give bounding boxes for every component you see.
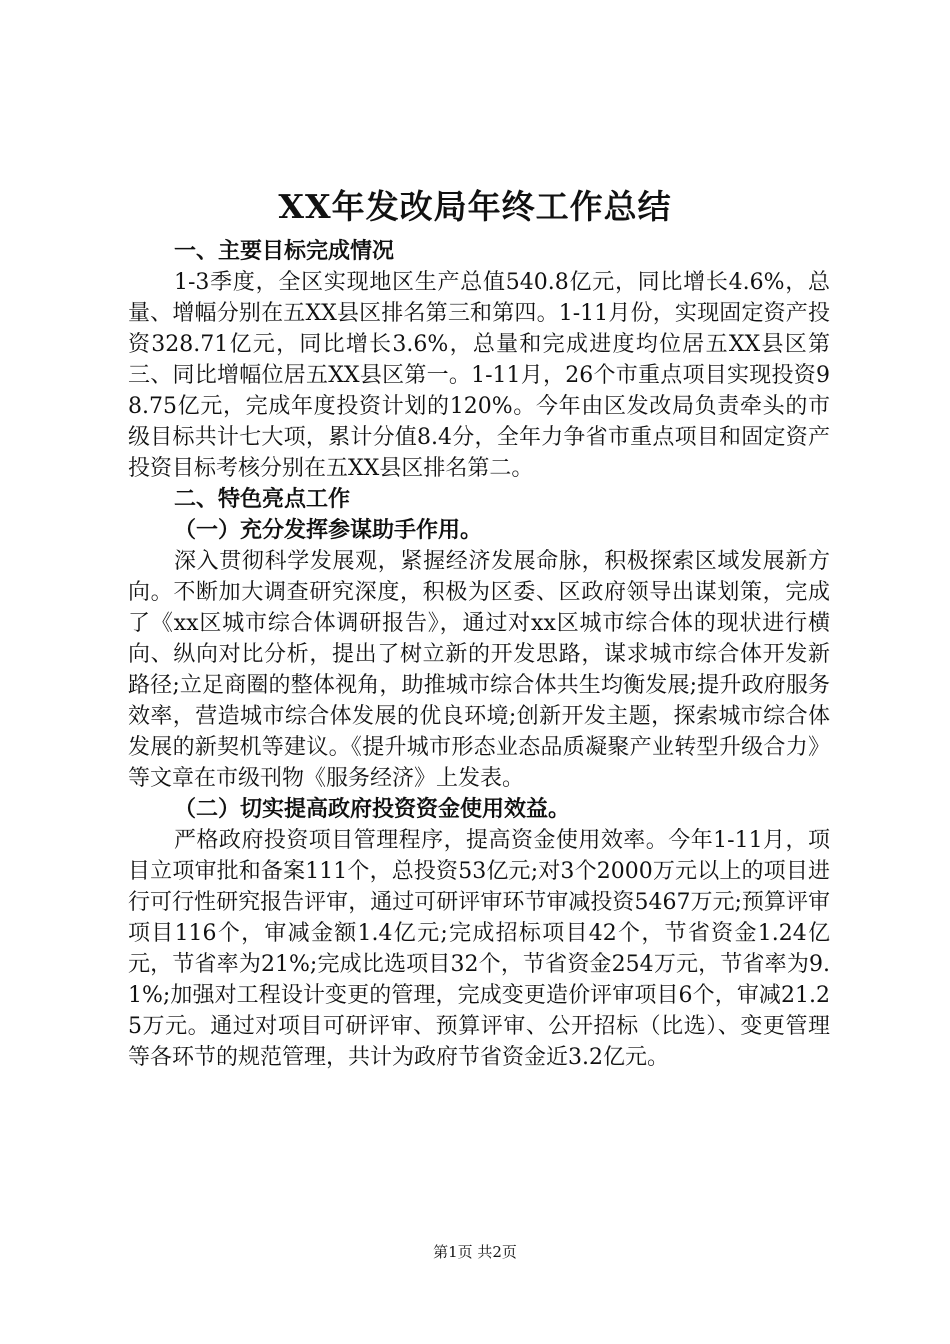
page-footer: 第1页 共2页 — [433, 1243, 517, 1261]
paragraph-main-goals: 1-3季度，全区实现地区生产总值540.8亿元，同比增长4.6%，总量、增幅分别在五XX县区排名第三和第四。1-11月份，实现固定资产投资328.71亿元，同比增长3.6%，总量和完成进度均位居五XX县区第三、同比增幅位居五XX县区第一。1-11月，26个市重点项目实现投资98.75亿元，完成年度投资计划的120%。今年由区发改局负责牵头的市级目标共计七大项，累计分值8.4分，全年力争省市重点项目和固定资产投资目标考核分别在五XX县区排名第二。 — [128, 270, 830, 481]
paragraph-investment-efficiency: 严格政府投资项目管理程序，提高资金使用效率。今年1-11月，项目立项审批和备案111个，总投资53亿元;对3个2000万元以上的项目进行可行性研究报告评审，通过可研评审环节审减投资5467万元;预算评审项目116个，审减金额1.4亿元;完成招标项目42个，节省资金1.24亿元，节省率为21%;完成比选项目32个，节省资金254万元，节省率为9.1%;加强对工程设计变更的管理，完成变更造价评审项目6个，审减21.25万元。通过对项目可研评审、预算评审、公开招标（比选）、变更管理等各环节的规范管理，共计为政府节省资金近3.2亿元。 — [128, 828, 830, 1070]
section-heading-main-goals: 一、主要目标完成情况 — [174, 239, 395, 264]
subsection-heading-investment-efficiency: （二）切实提高政府投资资金使用效益。 — [174, 797, 571, 822]
subsection-heading-advisory-role: （一）充分发挥参谋助手作用。 — [174, 518, 483, 543]
section-heading-highlights: 二、特色亮点工作 — [174, 487, 351, 512]
document-title: XX年发改局年终工作总结 — [278, 187, 672, 226]
document-body — [128, 236, 830, 1073]
paragraph-advisory-role: 深入贯彻科学发展观，紧握经济发展命脉，积极探索区域发展新方向。不断加大调查研究深度，积极为区委、区政府领导出谋划策，完成了《xx区城市综合体调研报告》，通过对xx区城市综合体的现状进行横向、纵向对比分析，提出了树立新的开发思路，谋求城市综合体开发新路径;立足商圈的整体视角，助推城市综合体共生均衡发展;提升政府服务效率，营造城市综合体发展的优良环境;创新开发主题，探索城市综合体发展的新契机等建议。《提升城市形态业态品质凝聚产业转型升级合力》等文章在市级刊物《服务经济》上发表。 — [128, 549, 830, 791]
